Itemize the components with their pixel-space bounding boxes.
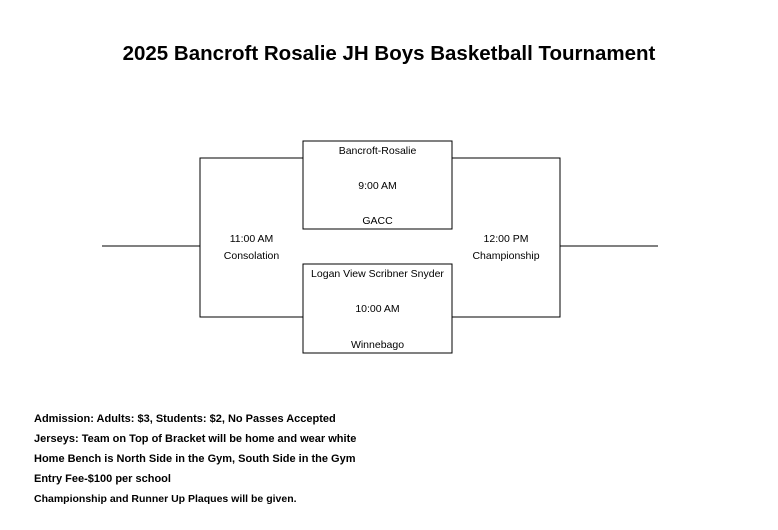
page-title: 2025 Bancroft Rosalie JH Boys Basketball Tournament — [122, 42, 656, 65]
consolation-time: 11:00 AM — [229, 233, 274, 245]
game2-team-bottom: Winnebago — [350, 339, 405, 351]
entry-fee-note: Entry Fee-$100 per school — [34, 473, 171, 485]
consolation-label: Consolation — [223, 250, 280, 262]
home-bench-note: Home Bench is North Side in the Gym, South Side in the Gym — [34, 453, 356, 465]
championship-label: Championship — [472, 250, 540, 262]
game2-team-top: Logan View Scribner Snyder — [311, 268, 444, 280]
game1-team-top: Bancroft-Rosalie — [338, 145, 417, 157]
tournament-notes — [34, 409, 356, 509]
game1-time: 9:00 AM — [358, 180, 397, 192]
championship-time: 12:00 PM — [483, 233, 529, 245]
jerseys-note: Jerseys: Team on Top of Bracket will be home and wear white — [34, 433, 357, 445]
game1-team-bottom: GACC — [362, 215, 393, 227]
game2-time: 10:00 AM — [355, 303, 400, 315]
admission-note: Admission: Adults: $3, Students: $2, No Passes Accepted — [34, 413, 336, 425]
plaques-note: Championship and Runner Up Plaques will be given. — [34, 493, 297, 505]
